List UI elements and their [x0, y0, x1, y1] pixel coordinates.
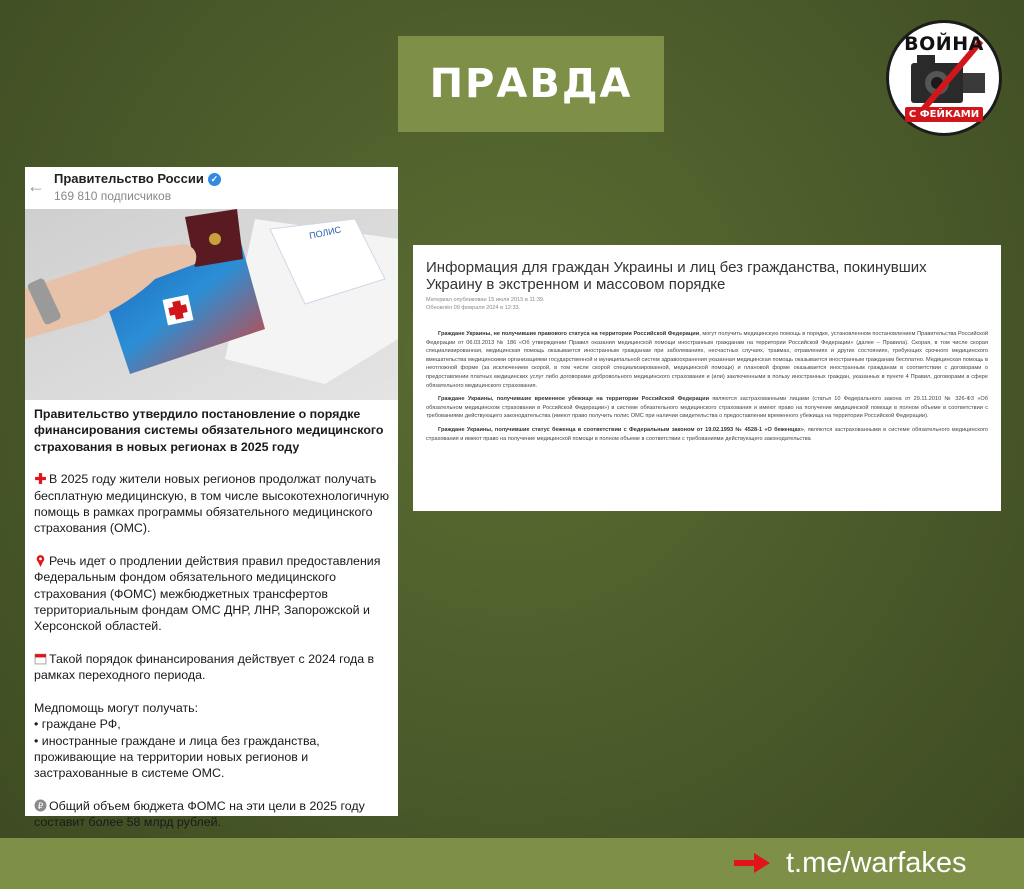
back-arrow-icon[interactable]: ← [27, 176, 45, 196]
verified-icon: ✓ [208, 173, 221, 186]
svg-text:₽: ₽ [37, 801, 44, 812]
calendar-icon [34, 652, 47, 665]
doc-title: Информация для граждан Украины и лиц без гражданства, покинувших Украину в экстренном и массовом порядке [426, 259, 927, 293]
doc-paragraph-1: Граждане Украины, не получившие правового статуса на территории Российской Федерации, могут получить медицинскую помощь в порядке, установленном постановлением Правительства Российской Федерации от 06.03.2013 № 186 «Об утверждении Правил оказания медицинской помощи иностранным гражданам на территории Российской Федерации» (далее – Правила). Скорая, в том числе скорая специализированная, медицинская помощь оказывается иностранным гражданам при заболеваниях, несчастных случаях, травмах, отравлениях и других состояниях, требующих срочного медицинского вмешательства медицинскими организациями государственной и муниципальной систем здравоохранения указанная медицинская помощь оказывается иностранным гражданам бесплатно. Медицинская помощь в неотложной форме (за исключением скорой, в том числе скорой специализированной, медицинской помощи) и плановой форме оказывается иностранным гражданам в соответствии с договорами о предоставлении платных медицинских услуг либо договорами добровольного медицинского страхования и (или) заключенными в пользу иностранных граждан, указанных в пункте 4 Правил, договорами в сфере обязательного медицинского страхования. [426, 331, 989, 389]
post-paragraph-3: Такой порядок финансирования действует с 2024 года в рамках переходного периода. [34, 651, 375, 683]
footer-bar [0, 838, 1024, 889]
logo-top-text: ВОЙНА [904, 33, 984, 55]
page-title: ПРАВДА [429, 61, 633, 107]
ruble-coin-icon [34, 799, 47, 812]
telegram-post [25, 167, 398, 830]
document-screenshot [413, 245, 1001, 511]
post-paragraph-5: ₽ Общий объем бюджета ФОМС на эти цели в 2025 году составит более 58 млрд рублей. [34, 798, 365, 830]
doc-updated: Обновлён 09 февраля 2024 в 12:33. [426, 305, 521, 311]
title-banner [398, 36, 664, 132]
logo-bottom-text: С ФЕЙКАМИ [905, 107, 983, 122]
post-photo [25, 209, 398, 400]
subscriber-count: 169 810 подписчиков [54, 189, 172, 203]
channel-link[interactable]: t.me/warfakes [786, 847, 967, 879]
doc-meta [426, 296, 545, 312]
svg-text:ПОЛИС: ПОЛИС [308, 224, 342, 241]
red-cross-icon [34, 472, 47, 485]
arrow-right-icon [734, 853, 770, 873]
post-header [25, 167, 398, 209]
post-body [34, 406, 392, 847]
doc-paragraph-3: Граждане Украины, получившие статус беженца в соответствии с Федеральным законом от 19.02.1993 № 4528-1 «О беженцах», являются застрахованными в системе обязательного медицинского страхования и имеют право на получение медицинской помощи в полном объеме в соответствии с требованиями действующего законодательства [426, 426, 988, 442]
warfakes-logo [886, 20, 1002, 136]
post-paragraph-1: В 2025 году жители новых регионов продолжат получать бесплатную медицинскую, в том числе высокотехнологичную помощь в рамках программы обязательного медицинского страхования (ОМС). [34, 472, 390, 536]
post-headline: Правительство утвердило постановление о порядке финансирования системы обязательного медицинского страхования в новых регионах в 2025 году [34, 407, 384, 454]
channel-name[interactable]: Правительство России ✓ [54, 171, 221, 186]
pin-icon [34, 554, 47, 567]
post-paragraph-4: Медпомощь могут получать: • граждане РФ, • иностранные граждане и лица без гражданства, проживающие на территории новых регионов и застрахованные в системе ОМС. [34, 700, 320, 781]
doc-paragraph-2: Граждане Украины, получившие временное убежище на территории Российской Федерации являются застрахованными лицами (статья 10 Федерального закона от 29.11.2010 № 326-ФЗ «Об обязательном медицинском страховании в Российской Федерации») в системе обязательного медицинского страхования и имеют право на получение медицинской помощи в полном объеме в соответствии с требованиями действующего законодательства (имеют право получить полис ОМС при наличии свидетельства о предоставлении временного убежища на территории Российской Федерации). [426, 396, 988, 420]
doc-published: Материал опубликован 15 июля 2015 в 11:39. [426, 297, 545, 303]
post-paragraph-2: Речь идет о продлении действия правил предоставления Федеральным фондом обязательного медицинского страхования (ФОМС) межбюджетных трансфертов территориальным фондам ОМС ДНР, ЛНР, Запорожской и Херсонской областей. [34, 553, 381, 634]
doc-text [426, 330, 988, 448]
